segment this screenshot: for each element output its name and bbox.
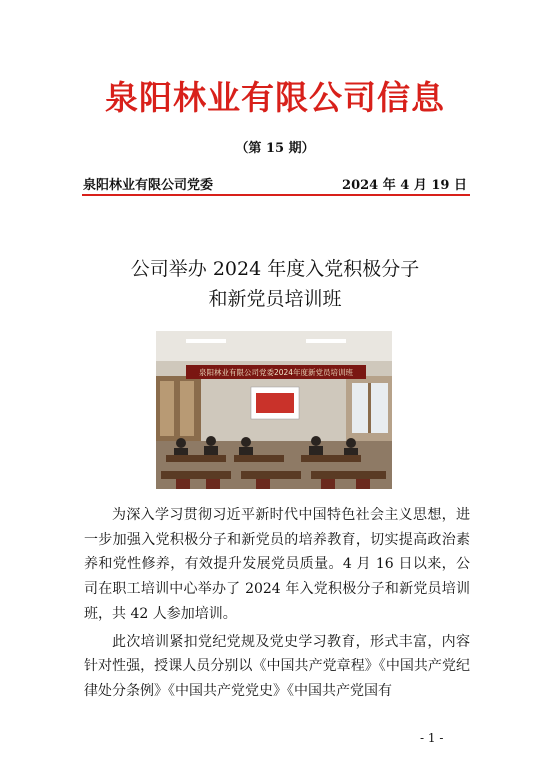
masthead-title: 泉阳林业有限公司信息 [105,78,445,117]
headline-line-1: 公司举办 2024 年度入党积极分子 [130,258,420,280]
training-photo [156,331,392,489]
publisher: 泉阳林业有限公司党委 [83,178,214,193]
article-headline [0,254,550,314]
paragraph: 为深入学习贯彻习近平新时代中国特色社会主义思想，进一步加强入党积极分子和新党员的培养教育，切实提高政治素养和党性修养，有效提升发展党员质量。4 月 16 日以来，公司在职工培训中心举办了 2024 年入党积极分子和新党员培训班，共 42 人参加培训。 [84,507,470,622]
photo-banner-text: 泉阳林业有限公司党委2024年度新党员培训班 [198,368,354,377]
page-number: - 1 - [420,731,444,745]
meta-row [83,174,467,194]
header-divider [82,194,470,196]
article-body [84,503,470,704]
issue-number: （第 15 期） [235,141,315,156]
paragraph: 此次培训紧扣党纪党规及党史学习教育，形式丰富，内容针对性强，授课人员分别以《中国共产党章程》《中国共产党纪律处分条例》《中国共产党党史》《中国共产党国有 [84,633,470,699]
publish-date: 2024 年 4 月 19 日 [342,178,467,193]
headline-line-2: 和新党员培训班 [208,288,342,310]
